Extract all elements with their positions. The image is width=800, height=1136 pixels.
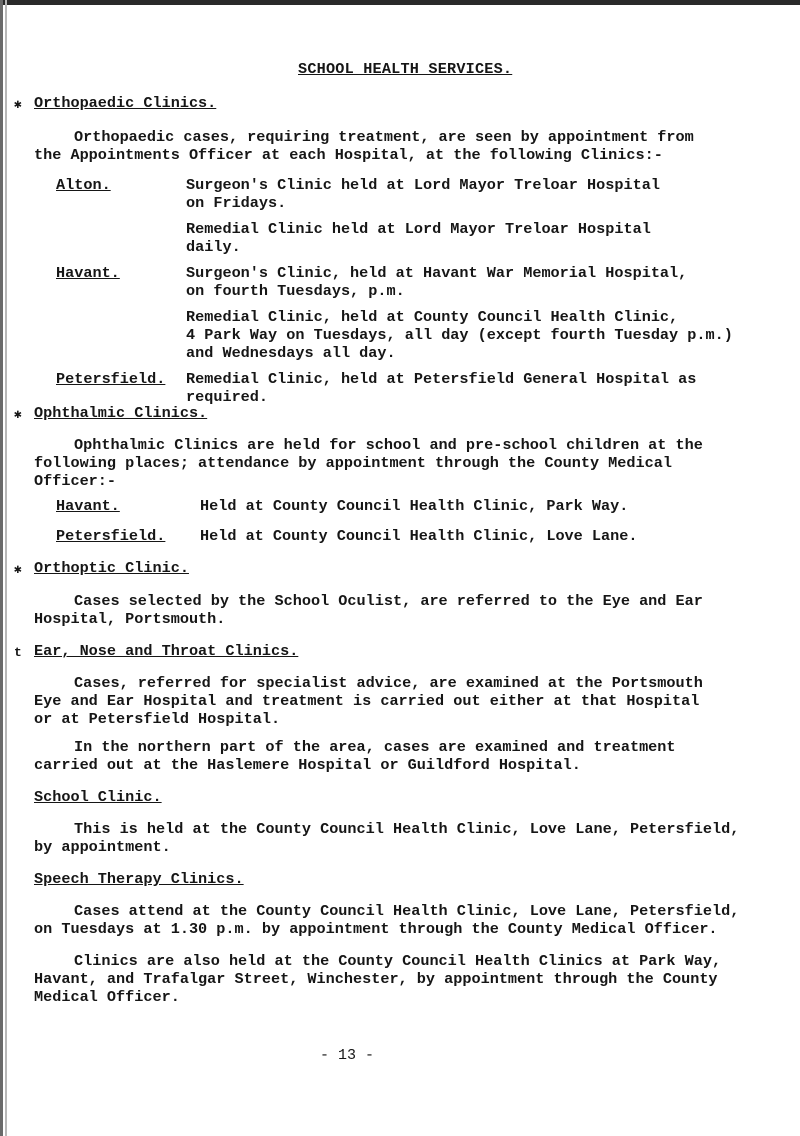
speech-text-2: Clinics are also held at the County Council Health Clinics at Park Way, Havant, and Trafalgar Street, Winchester, by appointment through the County Medical Officer.: [34, 952, 722, 1006]
orthopaedic-intro-line2: the Appointments Officer at each Hospital, at the following Clinics:-: [34, 146, 663, 164]
margin-marker: t: [14, 645, 22, 660]
section-heading-orthopaedic: Orthopaedic Clinics.: [34, 94, 217, 112]
place-label-petersfield: Petersfield.: [56, 527, 166, 545]
page-edge-left-inner: [5, 0, 7, 1136]
page-edge-left: [0, 0, 3, 1136]
ophthalmic-intro: Ophthalmic Clinics are held for school and pre-school children at the following places; attendance by appointment through the County Medical Officer:-: [34, 436, 703, 490]
page-number: - 13 -: [320, 1047, 375, 1064]
alton-surgeon-clinic: Surgeon's Clinic held at Lord Mayor Treloar Hospital on Fridays.: [186, 176, 660, 212]
school-clinic-text: This is held at the County Council Health Clinic, Love Lane, Petersfield, by appointment.: [34, 820, 740, 856]
petersfield-remedial-clinic: Remedial Clinic, held at Petersfield General Hospital as required.: [186, 370, 697, 406]
section-heading-orthoptic: Orthoptic Clinic.: [34, 559, 189, 577]
section-heading-ophthalmic: Ophthalmic Clinics.: [34, 404, 208, 422]
orthoptic-text: Cases selected by the School Oculist, are referred to the Eye and Ear Hospital, Portsmouth.: [34, 592, 703, 628]
asterisk-marker: ✱: [14, 562, 22, 577]
page-edge-top: [0, 0, 800, 5]
alton-remedial-clinic: Remedial Clinic held at Lord Mayor Treloar Hospital daily.: [186, 220, 651, 256]
section-heading-speech-therapy: Speech Therapy Clinics.: [34, 870, 244, 888]
place-label-havant: Havant.: [56, 264, 120, 282]
page-title: SCHOOL HEALTH SERVICES.: [298, 60, 513, 78]
place-label-petersfield: Petersfield.: [56, 370, 166, 388]
asterisk-marker: ✱: [14, 407, 22, 422]
asterisk-marker: ✱: [14, 97, 22, 112]
section-heading-school-clinic: School Clinic.: [34, 788, 162, 806]
place-label-havant: Havant.: [56, 497, 120, 515]
havant-surgeon-clinic: Surgeon's Clinic, held at Havant War Memorial Hospital, on fourth Tuesdays, p.m.: [186, 264, 688, 300]
havant-remedial-clinic: Remedial Clinic, held at County Council Health Clinic, 4 Park Way on Tuesdays, all day (except fourth Tuesday p.m.) and Wednesdays all day.: [186, 308, 733, 362]
ent-text-1: Cases, referred for specialist advice, are examined at the Portsmouth Eye and Ear Hospital and treatment is carried out either at that Hospital or at Petersfield Hospital.: [34, 674, 703, 728]
speech-text-1: Cases attend at the County Council Health Clinic, Love Lane, Petersfield, on Tuesdays at 1.30 p.m. by appointment through the County Medical Officer.: [34, 902, 740, 938]
place-label-alton: Alton.: [56, 176, 111, 194]
ent-text-2: In the northern part of the area, cases are examined and treatment carried out at the Haslemere Hospital or Guildford Hospital.: [34, 738, 676, 774]
section-heading-ent: Ear, Nose and Throat Clinics.: [34, 642, 299, 660]
ophthalmic-havant-entry: Held at County Council Health Clinic, Park Way.: [200, 497, 629, 515]
orthopaedic-intro-line1: Orthopaedic cases, requiring treatment, are seen by appointment from: [74, 128, 694, 146]
ophthalmic-petersfield-entry: Held at County Council Health Clinic, Love Lane.: [200, 527, 638, 545]
